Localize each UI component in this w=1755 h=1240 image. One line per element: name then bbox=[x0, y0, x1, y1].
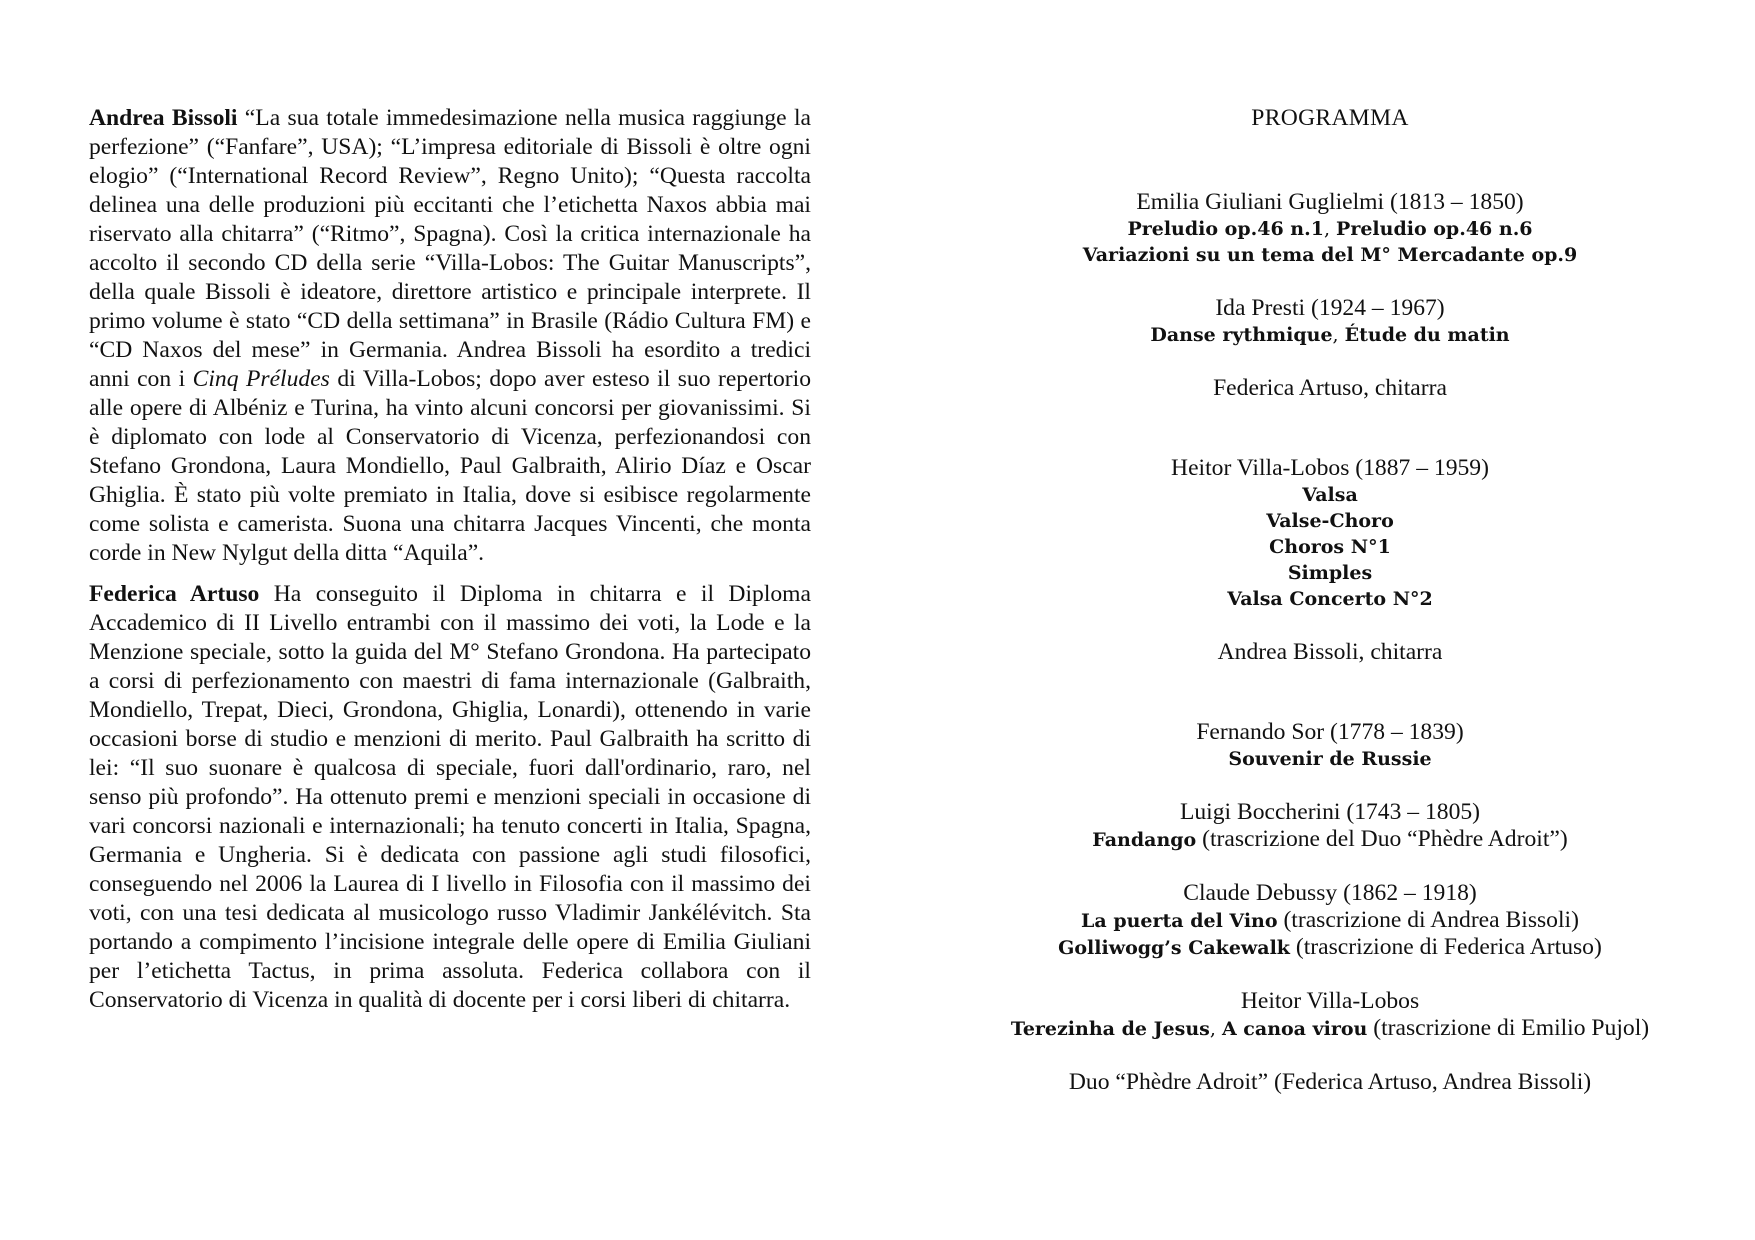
bio-name: Andrea Bissoli bbox=[89, 105, 238, 131]
programme-item-villa-lobos bbox=[1000, 454, 1660, 612]
bio-andrea-bissoli bbox=[89, 104, 811, 568]
work-title: Terezinha de Jesus bbox=[1010, 1018, 1210, 1040]
transcription-note: (trascrizione di Federica Artuso) bbox=[1289, 934, 1602, 960]
separator: , bbox=[1209, 1018, 1222, 1040]
programme-title: PROGRAMMA bbox=[1251, 105, 1409, 131]
bio-name: Federica Artuso bbox=[89, 581, 260, 607]
programme-item-giuliani bbox=[1000, 188, 1660, 268]
bio-federica-artuso bbox=[89, 580, 811, 1015]
programme-column bbox=[1000, 104, 1660, 1096]
work-line bbox=[1000, 242, 1660, 268]
work-title: Fandango bbox=[1092, 829, 1197, 851]
work-line bbox=[1000, 746, 1660, 772]
work-title: La puerta del Vino bbox=[1081, 910, 1278, 932]
bio-italic-title: Cinq Préludes bbox=[192, 366, 330, 392]
transcription-note: (trascrizione del Duo “Phèdre Adroit”) bbox=[1196, 826, 1568, 852]
work-title: Souvenir de Russie bbox=[1228, 748, 1432, 770]
work-title: A canoa virou bbox=[1221, 1018, 1368, 1040]
work-line bbox=[1000, 216, 1660, 242]
work-line bbox=[1000, 560, 1660, 586]
work-line bbox=[1000, 322, 1660, 348]
transcription-note: (trascrizione di Emilio Pujol) bbox=[1367, 1015, 1650, 1041]
programme-item-presti bbox=[1000, 294, 1660, 348]
bio-text: di Villa-Lobos; dopo aver esteso il suo repertorio alle opere di Albéniz e Turina, ha vinto alcuni concorsi per giovanissimi. Si è diplomato con lode al Conservatorio di Vicenza, perfezionandosi con Stefano Grondona, Laura Mondiello, Paul Galbraith, Alirio Díaz e Oscar Ghiglia. È stato più volte premiato in Italia, dove si esibisce regolarmente come solista e camerista. Suona una chitarra Jacques Vincenti, che monta corde in New Nylgut della ditta “Aquila”. bbox=[89, 366, 811, 566]
composer: Fernando Sor (1778 – 1839) bbox=[1196, 719, 1464, 745]
programme-item-debussy bbox=[1000, 879, 1660, 961]
composer: Heitor Villa-Lobos (1887 – 1959) bbox=[1171, 455, 1489, 481]
biographies-column bbox=[89, 104, 811, 1027]
separator: , bbox=[1332, 324, 1345, 346]
work-line bbox=[1000, 907, 1660, 934]
programme-item-sor bbox=[1000, 718, 1660, 772]
composer: Luigi Boccherini (1743 – 1805) bbox=[1179, 799, 1481, 825]
work-line bbox=[1000, 534, 1660, 560]
bio-text: Ha conseguito il Diploma in chitarra e il Diploma Accademico di II Livello entrambi con il massimo dei voti, la Lode e la Menzione speciale, sotto la guida del M° Stefano Grondona. Ha partecipato a corsi di perfezionamento con maestri di fama internazionale (Galbraith, Mondiello, Trepat, Dieci, Grondona, Ghiglia, Lonardi), ottenendo in varie occasioni borse di studio e menzioni di merito. Paul Galbraith ha scritto di lei: “Il suo suonare è qualcosa di speciale, fuori dall'ordinario, raro, nel senso più profondo”. Ha ottenuto premi e menzioni speciali in occasione di vari concorsi nazionali e internazionali; ha tenuto concerti in Italia, Spagna, Germania e Ungheria. Si è dedicata con passione agli studi filosofici, conseguendo nel 2006 la Laurea di I livello in Filosofia con il massimo dei voti, con una tesi dedicata al musicologo russo Vladimir Jankélévitch. Sta portando a compimento l’incisione integrale delle opere di Emilia Giuliani per l’etichetta Tactus, in prima assoluta. Federica collabora con il Conservatorio di Vicenza in qualità di docente per i corsi liberi di chitarra. bbox=[89, 581, 811, 1013]
work-line bbox=[1000, 826, 1660, 853]
programme-item-villa-lobos-2 bbox=[1000, 987, 1660, 1042]
work-title: Variazioni su un tema del M° Mercadante op.9 bbox=[1082, 244, 1578, 266]
bio-text: “La sua totale immedesimazione nella musica raggiunge la perfezione” (“Fanfare”, USA); “L’impresa editoriale di Bissoli è oltre ogni elogio” (“International Record Review”, Regno Unito); “Questa raccolta delinea una delle produzioni più eccitanti che l’etichetta Naxos abbia mai riservato alla chitarra” (“Ritmo”, Spagna). Così la critica internazionale ha accolto il secondo CD della serie “Villa-Lobos: The Guitar Manuscripts”, della quale Bissoli è ideatore, direttore artistico e principale interprete. Il primo volume è stato “CD della settimana” in Brasile (Rádio Cultura FM) e “CD Naxos del mese” in Germania. Andrea Bissoli ha esordito a tredici anni con i bbox=[89, 105, 811, 392]
composer: Heitor Villa-Lobos bbox=[1240, 988, 1420, 1014]
work-title: Preludio op.46 n.6 bbox=[1336, 218, 1533, 240]
work-line bbox=[1000, 934, 1660, 961]
work-title: Valsa bbox=[1302, 484, 1358, 506]
work-title: Étude du matin bbox=[1344, 324, 1510, 346]
transcription-note: (trascrizione di Andrea Bissoli) bbox=[1277, 907, 1579, 933]
separator: , bbox=[1323, 218, 1337, 240]
work-title: Valse-Choro bbox=[1266, 510, 1394, 532]
work-line bbox=[1000, 1015, 1660, 1042]
performer: Duo “Phèdre Adroit” (Federica Artuso, Andrea Bissoli) bbox=[1068, 1069, 1592, 1095]
composer: Emilia Giuliani Guglielmi (1813 – 1850) bbox=[1136, 189, 1524, 215]
composer: Claude Debussy (1862 – 1918) bbox=[1183, 880, 1477, 906]
work-title: Golliwogg’s Cakewalk bbox=[1058, 937, 1290, 959]
work-line bbox=[1000, 482, 1660, 508]
work-title: Valsa Concerto N°2 bbox=[1227, 588, 1433, 610]
work-title: Danse rythmique bbox=[1150, 324, 1333, 346]
work-title: Choros N°1 bbox=[1269, 536, 1391, 558]
performer: Andrea Bissoli, chitarra bbox=[1217, 639, 1443, 665]
composer: Ida Presti (1924 – 1967) bbox=[1215, 295, 1445, 321]
work-title: Preludio op.46 n.1 bbox=[1127, 218, 1324, 240]
performer: Federica Artuso, chitarra bbox=[1213, 375, 1447, 401]
work-line bbox=[1000, 508, 1660, 534]
work-title: Simples bbox=[1287, 562, 1373, 584]
programme-item-boccherini bbox=[1000, 798, 1660, 853]
work-line bbox=[1000, 586, 1660, 612]
